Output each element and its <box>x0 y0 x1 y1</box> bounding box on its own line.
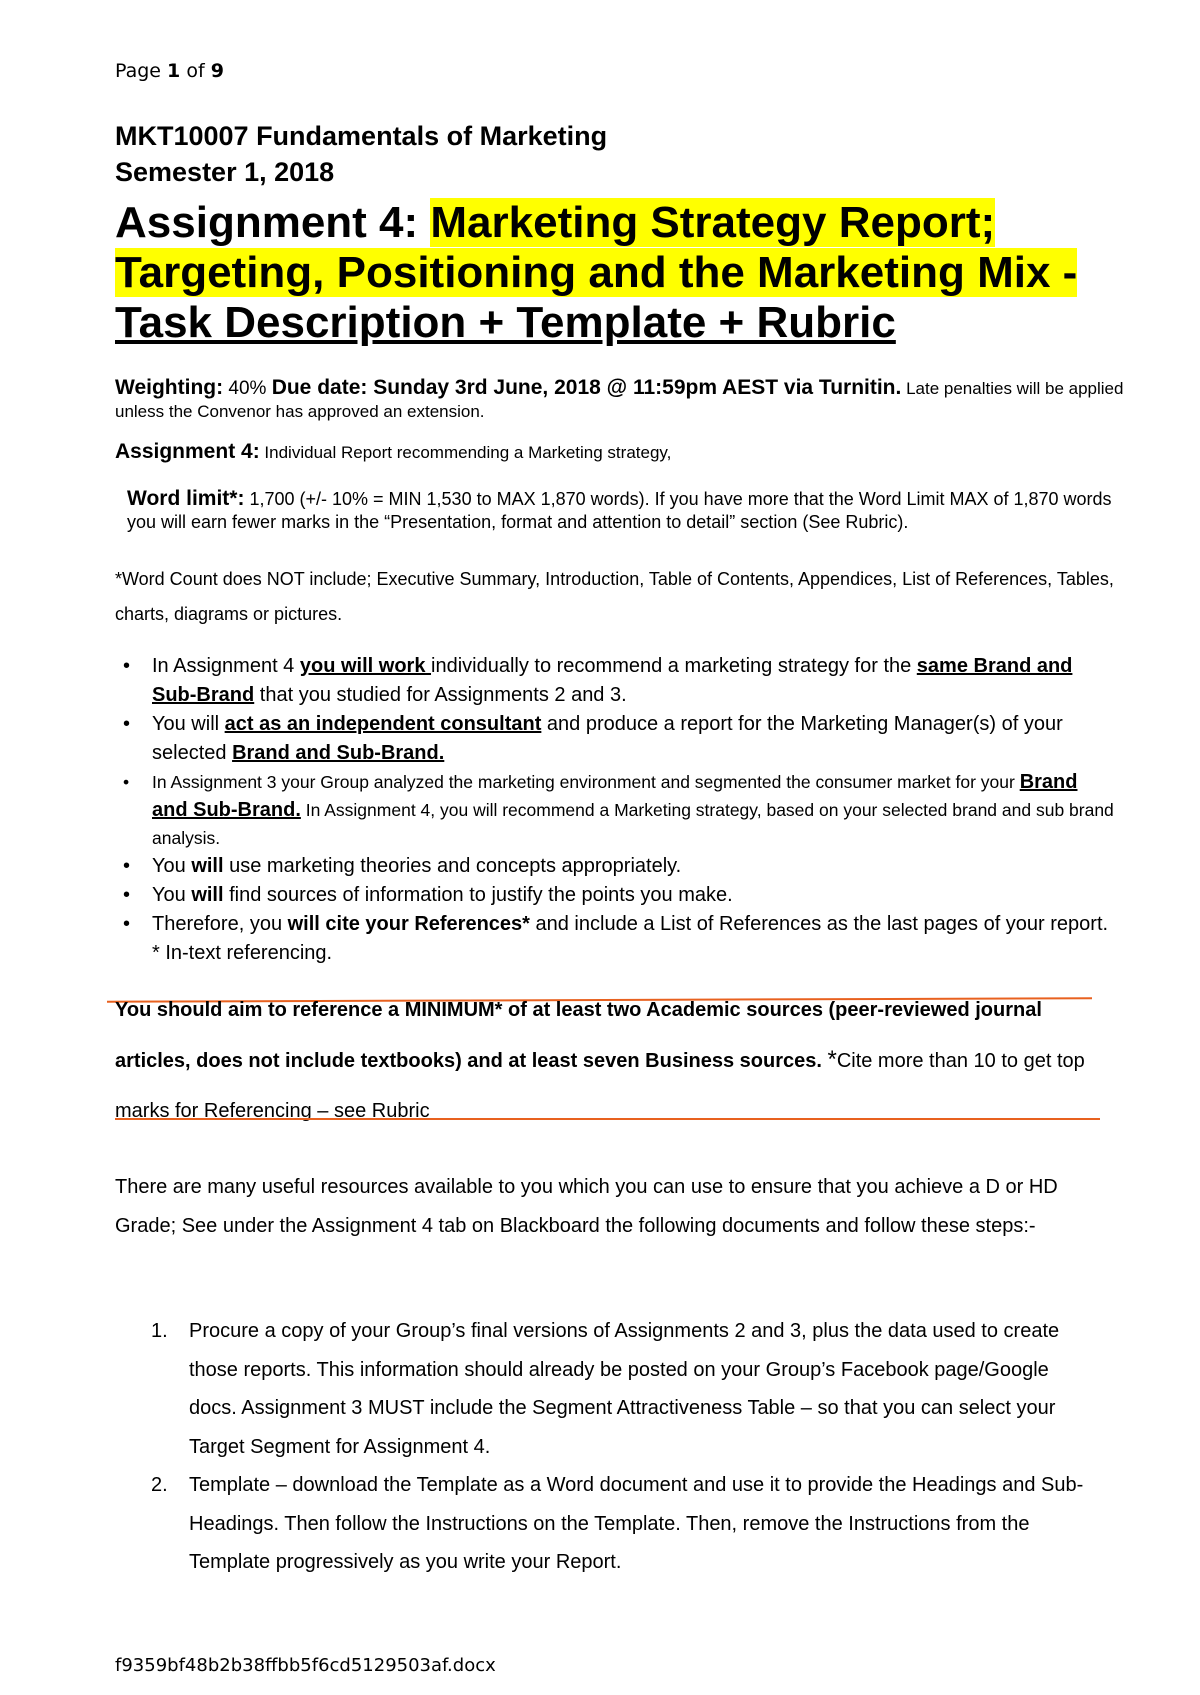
course-heading <box>115 118 607 190</box>
page-number: Page 1 of 9 <box>115 60 224 82</box>
list-item: • You will act as an independent consultant and produce a report for the Marketing Manager(s) of your selected Brand and Sub-Brand. <box>115 710 1115 768</box>
bullet-icon: • <box>123 655 131 677</box>
title-highlight-1: Marketing Strategy Report; <box>430 198 996 247</box>
list-item: 1. Procure a copy of your Group’s final versions of Assignments 2 and 3, plus the data used to create those reports. This information should already be posted on your Group’s Facebook page/Google docs. Assignment 3 MUST include the Segment Attractiveness Table – so that you can select your Target Segment for Assignment 4. <box>151 1320 1060 1458</box>
assignment-title: Assignment 4: Marketing Strategy Report; Targeting, Positioning and the Marketing Mix - Task Description + Template + Rubric <box>115 198 1078 347</box>
list-item: • You will use marketing theories and concepts appropriately. <box>115 852 1115 881</box>
list-item: 2. Template – download the Template as a Word document and use it to provide the Headings and Sub-Headings. Then follow the Instructions on the Template. Then, remove the Instructions from the Template progressively as you write your Report. <box>151 1474 1084 1573</box>
file-name-footer: f9359bf48b2b38ffbb5f6cd5129503af.docx <box>115 1655 496 1676</box>
list-item: • Therefore, you will cite your References* and include a List of References as the last pages of your report. * In-text referencing. <box>115 910 1115 968</box>
requirements-list <box>115 652 1115 968</box>
steps-list <box>115 1312 1100 1582</box>
course-name: MKT10007 Fundamentals of Marketing <box>115 121 608 151</box>
resources-intro: There are many useful resources available to you which you can use to ensure that you achieve a D or HD Grade; See under the Assignment 4 tab on Blackboard the following documents and follow these steps:- <box>115 1176 1058 1237</box>
bullet-icon: • <box>123 855 131 877</box>
reference-requirement: You should aim to reference a MINIMUM* of at least two Academic sources (peer-reviewed journal articles, does not include textbooks) and at least seven Business sources. *Cite more than 10 to get top marks for Referencing – see Rubric <box>115 999 1085 1122</box>
title-highlight-2: Targeting, Positioning and the Marketing Mix - <box>115 248 1078 297</box>
list-item: • In Assignment 4 you will work individually to recommend a marketing strategy for the same Brand and Sub-Brand that you studied for Assignments 2 and 3. <box>115 652 1115 710</box>
word-limit: Word limit*: 1,700 (+/- 10% = MIN 1,530 to MAX 1,870 words). If you have more that the Word Limit MAX of 1,870 words you will earn fewer marks in the “Presentation, format and attention to detail” section (See Rubric). <box>127 487 1112 532</box>
list-item: • You will find sources of information to justify the points you make. <box>115 881 1115 910</box>
weighting-due-date: Weighting: 40% Due date: Sunday 3rd June, 2018 @ 11:59pm AEST via Turnitin. Late penalties will be applied unless the Convenor has approved an extension. <box>115 376 1124 421</box>
assignment-description: Assignment 4: Individual Report recommending a Marketing strategy, <box>115 440 672 463</box>
divider-line-bottom <box>115 1118 1100 1120</box>
title-line-3: Task Description + Template + Rubric <box>115 298 896 347</box>
list-item: • In Assignment 3 your Group analyzed the marketing environment and segmented the consumer market for your Brand and Sub-Brand. In Assignment 4, you will recommend a Marketing strategy, based on your selected brand and sub brand analysis. <box>115 768 1115 852</box>
word-count-note: *Word Count does NOT include; Executive Summary, Introduction, Table of Contents, Appendices, List of References, Tables, charts, diagrams or pictures. <box>115 569 1114 624</box>
bullet-icon: • <box>123 713 131 735</box>
bullet-icon: • <box>123 913 131 935</box>
bullet-icon: • <box>123 884 131 906</box>
semester: Semester 1, 2018 <box>115 157 335 187</box>
bullet-icon: • <box>123 772 130 792</box>
